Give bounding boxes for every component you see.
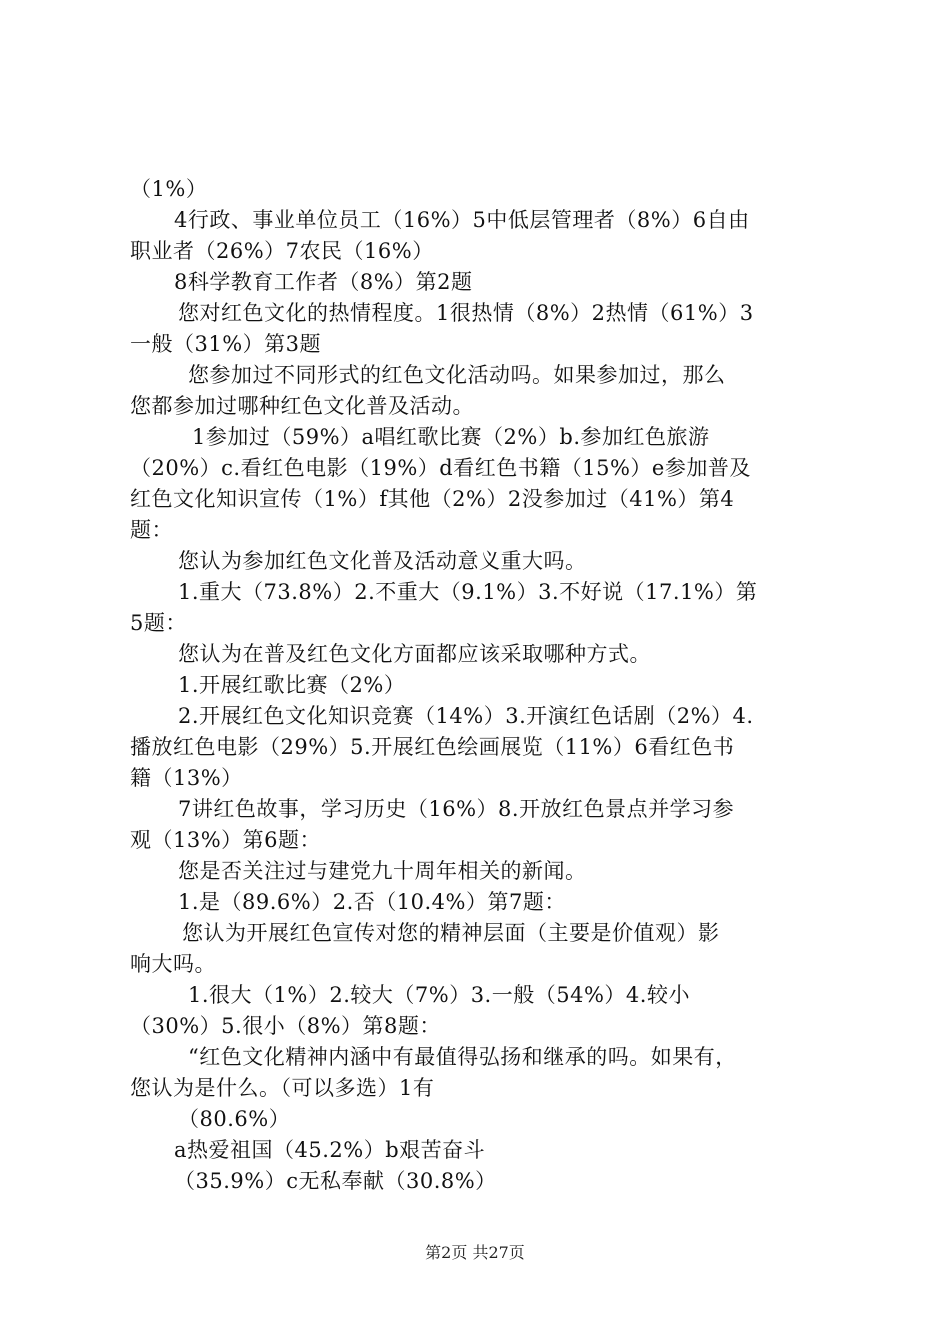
text-line: 响大吗。 (130, 952, 216, 976)
text-line: （1%） (130, 177, 208, 201)
text-line: a热爱祖国（45.2%）b艰苦奋斗 (174, 1138, 486, 1162)
text-line: 您对红色文化的热情程度。1很热情（8%）2热情（61%）3 (178, 301, 754, 325)
text-line: 5题： (130, 611, 187, 635)
text-line: 您认为在普及红色文化方面都应该采取哪种方式。 (178, 642, 651, 666)
text-line: 您都参加过哪种红色文化普及活动。 (130, 394, 474, 418)
text-line: 红色文化知识宣传（1%）f其他（2%）2没参加过（41%）第4 (130, 487, 735, 511)
text-line: 7讲红色故事，学习历史（16%）8.开放红色景点并学习参 (178, 797, 735, 821)
text-line: 1.重大（73.8%）2.不重大（9.1%）3.不好说（17.1%）第 (178, 580, 758, 604)
text-line: 您参加过不同形式的红色文化活动吗。如果参加过，那么 (188, 363, 726, 387)
text-line: 一般（31%）第3题 (130, 332, 322, 356)
text-line: 题： (130, 518, 173, 542)
text-line: 2.开展红色文化知识竞赛（14%）3.开演红色话剧（2%）4. (178, 704, 754, 728)
text-line: 籍（13%） (130, 766, 243, 790)
text-line: 职业者（26%）7农民（16%） (130, 239, 434, 263)
text-line: 您认为参加红色文化普及活动意义重大吗。 (178, 549, 587, 573)
text-line: 您认为开展红色宣传对您的精神层面（主要是价值观）影 (182, 921, 720, 945)
text-line: 播放红色电影（29%）5.开展红色绘画展览（11%）6看红色书 (130, 735, 735, 759)
text-line: 1参加过（59%）a唱红歌比赛（2%）b.参加红色旅游 (192, 425, 710, 449)
text-line: （20%）c.看红色电影（19%）d看红色书籍（15%）e参加普及 (130, 456, 751, 480)
text-line: （80.6%） (178, 1107, 291, 1131)
text-line: “红色文化精神内涵中有最值得弘扬和继承的吗。如果有， (188, 1045, 737, 1069)
text-line: 观（13%）第6题： (130, 828, 322, 852)
text-line: 8科学教育工作者（8%）第2题 (174, 270, 473, 294)
text-line: （35.9%）c无私奉献（30.8%） (174, 1169, 497, 1193)
text-line: 1.是（89.6%）2.否（10.4%）第7题： (178, 890, 566, 914)
text-line: 1.开展红歌比赛（2%） (178, 673, 406, 697)
text-line: 1.很大（1%）2.较大（7%）3.一般（54%）4.较小 (188, 983, 690, 1007)
text-line: 您是否关注过与建党九十周年相关的新闻。 (178, 859, 587, 883)
text-line: （30%）5.很小（8%）第8题： (130, 1014, 441, 1038)
page-number-footer: 第2页 共27页 (425, 1243, 525, 1262)
text-line: 您认为是什么。（可以多选）1有 (130, 1076, 435, 1100)
text-line: 4行政、事业单位员工（16%）5中低层管理者（8%）6自由 (174, 208, 750, 232)
document-body (130, 174, 835, 1197)
